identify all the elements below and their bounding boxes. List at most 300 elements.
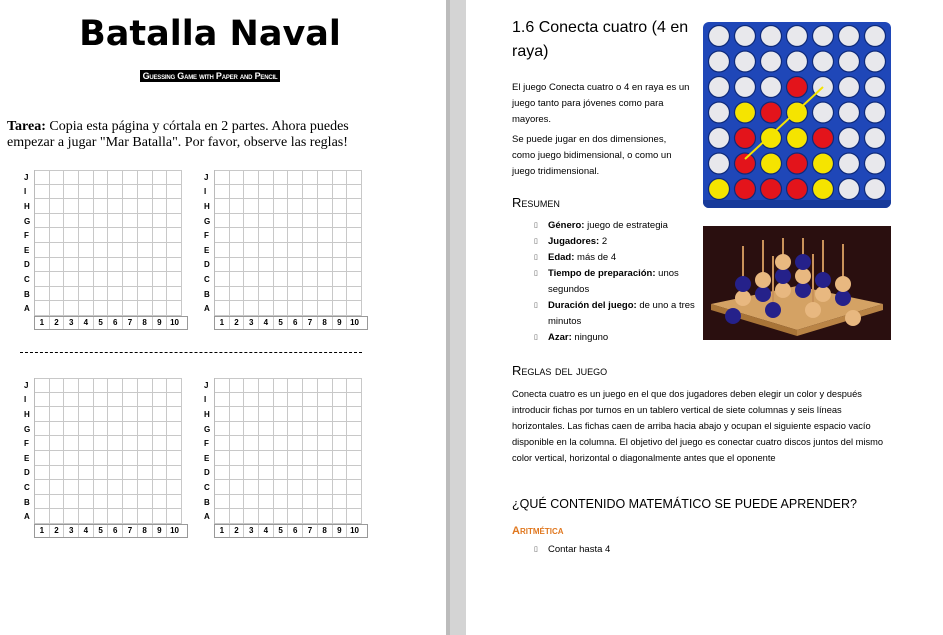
column-label: 10 — [350, 525, 359, 535]
column-label: 1 — [215, 317, 230, 329]
grid-cell — [108, 243, 123, 258]
grid-cell — [79, 509, 94, 524]
grid-cell — [94, 228, 109, 243]
column-label: 7 — [303, 525, 318, 537]
grid-cell — [259, 436, 274, 451]
grid-cell — [50, 407, 65, 422]
grid-cell — [244, 422, 259, 437]
summary-item-value: más de 4 — [574, 252, 617, 263]
grid-cell — [50, 170, 65, 185]
grid-cell — [167, 480, 182, 495]
grid-cell — [94, 378, 109, 393]
grid-cell — [274, 407, 289, 422]
grid-row — [200, 407, 368, 422]
grid-cell — [108, 287, 123, 302]
grid-cell — [244, 436, 259, 451]
row-label: G — [24, 216, 31, 226]
grid-cell — [167, 272, 182, 287]
grid-cell — [64, 436, 79, 451]
grid-row — [20, 185, 188, 200]
column-label: 9 — [333, 317, 348, 329]
grid-cell — [153, 393, 168, 408]
grid-cell — [215, 301, 230, 316]
board-slot — [787, 51, 808, 72]
grid-cell — [64, 422, 79, 437]
grid-cell — [108, 451, 123, 466]
grid-cell — [64, 393, 79, 408]
grid-cell — [215, 378, 230, 393]
column-label: 4 — [259, 525, 274, 537]
grid-cell — [333, 228, 348, 243]
grid-cell — [108, 466, 123, 481]
grid-cell — [333, 451, 348, 466]
grid-cell — [230, 228, 245, 243]
summary-item — [528, 266, 698, 298]
grid-cell — [108, 407, 123, 422]
grid-cell — [35, 287, 50, 302]
column-label: 2 — [230, 525, 245, 537]
board-slot — [787, 179, 808, 200]
summary-item-label: Duración del juego: — [548, 300, 637, 311]
grid-cell — [64, 170, 79, 185]
grid-cell — [230, 258, 245, 273]
grid-cell — [108, 170, 123, 185]
grid-cell — [215, 451, 230, 466]
grid-cell — [153, 466, 168, 481]
grid-cell — [108, 495, 123, 510]
grid-cell — [123, 466, 138, 481]
grid-row — [20, 378, 188, 393]
grid-cell — [167, 378, 182, 393]
grid-cell — [274, 272, 289, 287]
grid-cell — [318, 480, 333, 495]
column-label: 4 — [259, 317, 274, 329]
grid-cell — [274, 185, 289, 200]
column-label: 7 — [123, 525, 138, 537]
grid-cell — [94, 436, 109, 451]
grid-row — [200, 466, 368, 481]
column-label: 5 — [274, 317, 289, 329]
board-base — [703, 200, 891, 208]
column-label: 8 — [318, 317, 333, 329]
grid-cell — [318, 407, 333, 422]
row-label: E — [24, 453, 30, 463]
grid-cell — [123, 287, 138, 302]
grid-cell — [123, 258, 138, 273]
grid-cell — [347, 495, 362, 510]
grid-row — [20, 422, 188, 437]
grid-cell — [138, 480, 153, 495]
summary-item — [528, 330, 698, 346]
grid-cell — [35, 378, 50, 393]
grid-cell — [230, 466, 245, 481]
grid-cell — [288, 393, 303, 408]
board-slot — [761, 128, 782, 149]
grid-cell — [288, 495, 303, 510]
grid-cell — [79, 436, 94, 451]
grid-cell — [35, 170, 50, 185]
grid-cell — [94, 185, 109, 200]
grid-row — [200, 436, 368, 451]
grid-cell — [230, 436, 245, 451]
grid-cell — [333, 243, 348, 258]
grid-cell — [123, 393, 138, 408]
row-label: B — [204, 289, 210, 299]
grid-cell — [303, 378, 318, 393]
grid-cell — [79, 214, 94, 229]
grid-cell — [259, 199, 274, 214]
grid-cell — [123, 495, 138, 510]
grid-cell — [153, 272, 168, 287]
row-label: E — [24, 245, 30, 255]
grid-cell — [167, 509, 182, 524]
row-label: C — [204, 274, 210, 284]
grid-cell — [138, 287, 153, 302]
grid-cell — [318, 466, 333, 481]
grid-cell — [215, 509, 230, 524]
grid-cell — [50, 422, 65, 437]
column-label: 5 — [94, 317, 109, 329]
grid-cell — [303, 287, 318, 302]
grid-cell — [230, 272, 245, 287]
board-slot — [865, 128, 886, 149]
grid-cell — [138, 272, 153, 287]
grid-cell — [347, 199, 362, 214]
grid-cell — [347, 272, 362, 287]
grid-cell — [94, 393, 109, 408]
grid-cell — [288, 272, 303, 287]
grid-cell — [244, 393, 259, 408]
grid-cell — [259, 170, 274, 185]
grid-cell — [347, 301, 362, 316]
grid-cell — [244, 480, 259, 495]
grid-row — [20, 199, 188, 214]
grid-cell — [108, 393, 123, 408]
grid-cell — [138, 170, 153, 185]
grid-cell — [167, 393, 182, 408]
grid-cell — [333, 378, 348, 393]
arithmetic-list — [528, 542, 610, 558]
grid-cell — [347, 393, 362, 408]
grid-cell — [35, 214, 50, 229]
grid-row — [20, 436, 188, 451]
grid-cell — [318, 272, 333, 287]
column-label: 4 — [79, 525, 94, 537]
grid-cell — [288, 185, 303, 200]
reglas-text: Conecta cuatro es un juego en el que dos jugadores deben elegir un color y después introducir fichas por turnos en un tablero vertical de siete columnas y seis líneas horizontales. Las fichas caen de arriba hacia abajo y ocupan el siguiente espacio vacío disponible en la columna. El objetivo del juego es conectar cuatro discos juntos del mismo color vertical, horizontal o diagonalmente antes que el oponente — [512, 389, 884, 463]
grid-cell — [259, 214, 274, 229]
column-label: 8 — [318, 525, 333, 537]
grid-cell — [138, 258, 153, 273]
grid-cell — [333, 393, 348, 408]
grid-row — [200, 451, 368, 466]
board-slot — [839, 26, 860, 47]
grid-cell — [215, 287, 230, 302]
grid-cell — [244, 214, 259, 229]
column-label: 6 — [288, 525, 303, 537]
grid-cell — [64, 199, 79, 214]
grid-row — [200, 509, 368, 524]
grid-cell — [244, 495, 259, 510]
grid-cell — [35, 509, 50, 524]
grid-cell — [230, 407, 245, 422]
summary-item-value: ninguno — [571, 332, 609, 343]
grid-cell — [138, 451, 153, 466]
battleship-grid-bottom-left — [20, 378, 188, 538]
grid-cell — [108, 436, 123, 451]
row-label: I — [204, 395, 207, 405]
grid-cell — [138, 199, 153, 214]
grid-cell — [333, 407, 348, 422]
grid-cell — [288, 436, 303, 451]
grid-cell — [274, 378, 289, 393]
summary-item-value: juego de estrategia — [584, 220, 668, 231]
row-label: J — [204, 380, 209, 390]
grid-cell — [288, 228, 303, 243]
grid-cell — [318, 228, 333, 243]
grid-cell — [79, 228, 94, 243]
grid-cell — [318, 170, 333, 185]
grid-cell — [274, 509, 289, 524]
board-slot — [813, 102, 834, 123]
grid-cell — [303, 258, 318, 273]
grid-row — [200, 258, 368, 273]
grid-cell — [244, 407, 259, 422]
grid-cell — [333, 495, 348, 510]
grid-cell — [230, 495, 245, 510]
column-label: 3 — [64, 317, 79, 329]
column-label: 2 — [50, 317, 65, 329]
column-label: 6 — [288, 317, 303, 329]
grid-cell — [35, 495, 50, 510]
column-label: 10 — [170, 317, 179, 327]
grid-cell — [274, 214, 289, 229]
arithmetic-heading: Aritmética — [512, 525, 564, 537]
grid-cell — [274, 170, 289, 185]
grid-cell — [230, 301, 245, 316]
grid-cell — [138, 509, 153, 524]
grid-cell — [303, 422, 318, 437]
battleship-grid-top-right — [200, 170, 368, 330]
grid-cell — [230, 170, 245, 185]
grid-cell — [347, 170, 362, 185]
grid-cell — [215, 214, 230, 229]
grid-cell — [64, 243, 79, 258]
grid-cell — [153, 287, 168, 302]
grid-cell — [303, 436, 318, 451]
grid-cell — [79, 258, 94, 273]
grid-cell — [274, 287, 289, 302]
grid-cell — [123, 480, 138, 495]
grid-cell — [230, 480, 245, 495]
grid-cell — [303, 393, 318, 408]
grid-cell — [138, 422, 153, 437]
summary-item-label: Tiempo de preparación: — [548, 268, 656, 279]
grid-cell — [50, 272, 65, 287]
grid-cell — [167, 170, 182, 185]
grid-cell — [244, 228, 259, 243]
grid-cell — [35, 422, 50, 437]
grid-row — [20, 214, 188, 229]
grid-cell — [153, 301, 168, 316]
grid-cell — [303, 243, 318, 258]
grid-row — [20, 509, 188, 524]
grid-cell — [35, 199, 50, 214]
grid-cell — [64, 258, 79, 273]
column-label: 8 — [138, 317, 153, 329]
grid-cell — [274, 451, 289, 466]
grid-cell — [347, 185, 362, 200]
grid-row — [200, 199, 368, 214]
grid-cell — [167, 199, 182, 214]
summary-list — [528, 218, 698, 346]
board-slot — [787, 153, 808, 174]
column-label: 1 — [35, 525, 50, 537]
right-page — [466, 0, 943, 635]
grid-cell — [303, 466, 318, 481]
grid-cell — [347, 407, 362, 422]
grid-cell — [288, 378, 303, 393]
grid-cell — [123, 436, 138, 451]
board-slot — [735, 179, 756, 200]
grid-row — [20, 480, 188, 495]
grid-cell — [35, 228, 50, 243]
board-slot — [865, 26, 886, 47]
grid-cell — [215, 228, 230, 243]
battleship-grid-top-left — [20, 170, 188, 330]
grid-cell — [138, 393, 153, 408]
subtitle — [0, 66, 420, 84]
summary-item-label: Azar: — [548, 332, 572, 343]
grid-cell — [153, 480, 168, 495]
grid-cell — [108, 422, 123, 437]
grid-cell — [123, 214, 138, 229]
grid-cell — [303, 272, 318, 287]
summary-item-value: 2 — [599, 236, 608, 247]
board-slot — [735, 102, 756, 123]
intro-paragraph-1: El juego Conecta cuatro o 4 en raya es un juego tanto para jóvenes como para mayores. — [512, 82, 690, 125]
grid-cell — [108, 301, 123, 316]
board-slot — [813, 26, 834, 47]
grid-cell — [94, 258, 109, 273]
grid-cell — [108, 199, 123, 214]
grid-cell — [79, 393, 94, 408]
row-label: B — [204, 497, 210, 507]
grid-cell — [108, 509, 123, 524]
grid-cell — [94, 509, 109, 524]
column-label: 10 — [350, 317, 359, 327]
row-label: D — [24, 468, 30, 478]
row-label: I — [24, 187, 27, 197]
grid-cell — [153, 378, 168, 393]
grid-cell — [333, 199, 348, 214]
grid-cell — [288, 199, 303, 214]
grid-cell — [288, 258, 303, 273]
grid-cell — [138, 243, 153, 258]
grid-cell — [50, 258, 65, 273]
wooden-3d-connect-four-image — [703, 226, 891, 340]
grid-cell — [64, 407, 79, 422]
row-label: J — [24, 380, 29, 390]
grid-cell — [244, 243, 259, 258]
grid-cell — [35, 466, 50, 481]
grid-row — [20, 287, 188, 302]
grid-cell — [259, 495, 274, 510]
board-slot — [839, 77, 860, 98]
grid-cell — [64, 214, 79, 229]
grid-cell — [244, 287, 259, 302]
grid-cell — [288, 509, 303, 524]
board-slot — [865, 51, 886, 72]
grid-cell — [274, 436, 289, 451]
grid-cell — [274, 243, 289, 258]
row-label: D — [204, 468, 210, 478]
grid-row — [200, 378, 368, 393]
grid-cell — [274, 199, 289, 214]
grid-cell — [167, 287, 182, 302]
grid-cell — [259, 185, 274, 200]
grid-cell — [274, 422, 289, 437]
grid-cell — [347, 509, 362, 524]
board-slot — [865, 102, 886, 123]
grid-cell — [288, 422, 303, 437]
grid-cell — [244, 451, 259, 466]
grid-cell — [303, 451, 318, 466]
grid-cell — [94, 243, 109, 258]
grid-cell — [64, 378, 79, 393]
row-label: B — [24, 497, 30, 507]
subtitle-label: Guessing Game with Paper and Pencil — [140, 70, 281, 82]
grid-cell — [35, 393, 50, 408]
grid-cell — [167, 185, 182, 200]
grid-cell — [244, 466, 259, 481]
row-label: H — [24, 201, 30, 211]
row-label: G — [204, 216, 211, 226]
grid-cell — [274, 258, 289, 273]
grid-cell — [274, 301, 289, 316]
grid-cell — [347, 436, 362, 451]
grid-cell — [259, 301, 274, 316]
grid-cell — [333, 214, 348, 229]
grid-cell — [244, 258, 259, 273]
grid-cell — [274, 480, 289, 495]
resumen-heading: Resumen — [512, 195, 560, 210]
grid-cell — [333, 272, 348, 287]
grid-cell — [333, 258, 348, 273]
column-label: 2 — [50, 525, 65, 537]
board-slot — [787, 128, 808, 149]
grid-cell — [318, 509, 333, 524]
grid-cell — [35, 407, 50, 422]
grid-row — [20, 301, 188, 316]
grid-cell — [318, 422, 333, 437]
grid-cell — [153, 509, 168, 524]
row-label: I — [204, 187, 207, 197]
board-slot — [709, 102, 730, 123]
grid-cell — [94, 199, 109, 214]
grid-cell — [108, 185, 123, 200]
grid-cell — [123, 170, 138, 185]
grid-cell — [167, 214, 182, 229]
grid-cell — [79, 466, 94, 481]
grid-cell — [79, 287, 94, 302]
grid-cell — [215, 480, 230, 495]
grid-cell — [123, 509, 138, 524]
grid-cell — [318, 243, 333, 258]
grid-cell — [167, 451, 182, 466]
board-slot — [761, 26, 782, 47]
reglas-heading: Reglas del juego — [512, 363, 608, 378]
